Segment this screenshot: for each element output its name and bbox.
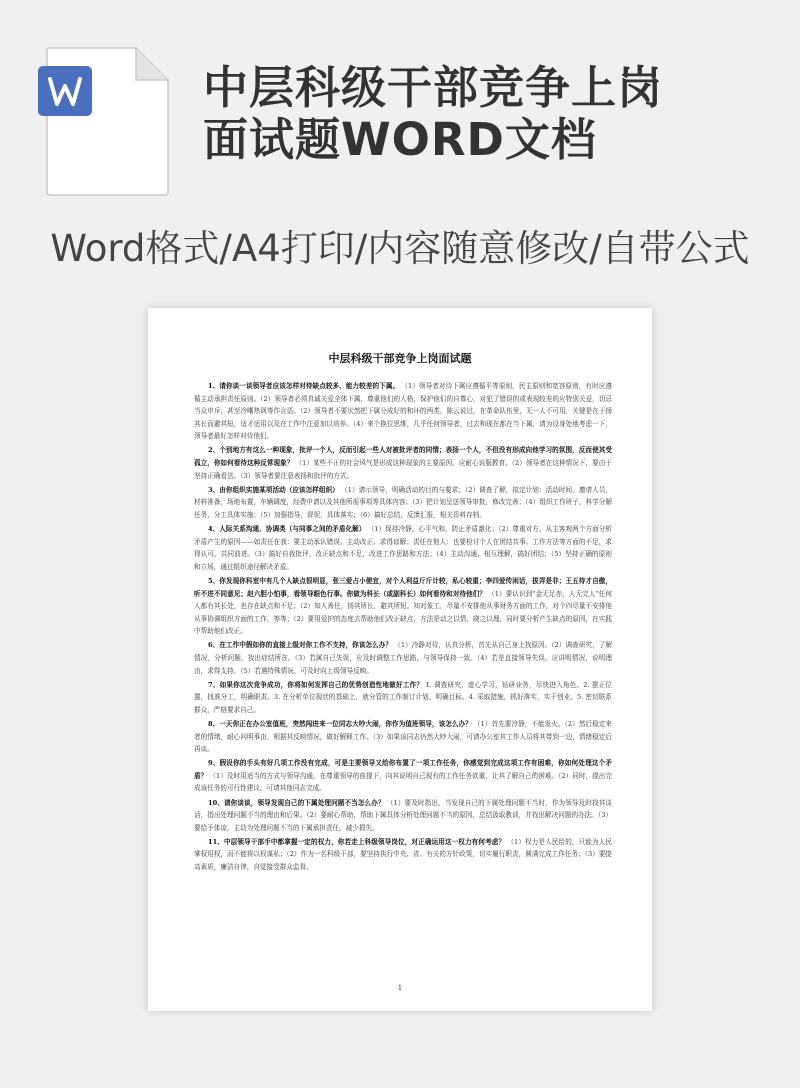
question-text: 1、请你谈一谈领导者应该怎样对待缺点较多、能力较差的下属。 <box>208 382 400 390</box>
question-text: 10、请你谈谈，领导发现自己的下属处理问题不当怎么办？ <box>208 798 385 807</box>
word-document-icon <box>38 46 170 196</box>
page-number: 1 <box>397 984 403 992</box>
answer-text: （1）权力是人民给的，只能为人民掌权用权，而不能将以权谋私；（2）作为一名科级干部，要坚持执行中央、省、有关的方针政策，切实履行职责，圆满完成工作任务；（3）要提高素质，廉洁自律，自觉接受群众监督。 <box>194 837 612 871</box>
question-paragraph <box>194 575 612 638</box>
document-body <box>194 380 612 875</box>
question-paragraph <box>194 484 612 522</box>
title-line-1: 中层科级干部竞争上岗 <box>203 61 664 114</box>
answer-text: （1）领导者对待下属应遵循平等原则，民主原则和宽容原则，有时应遵循主动承担责任原则。（2）领导者必须真诚关爱全体下属，尊重他们的人格，保护他们的自尊心，对犯了错误的或表现较差的应特别关爱，切忌当众申斥，甚至冷嘲热讽等作言语。（2）领导者不要厌然把下属分成好的和坏的两类，陈云说过，在革命队伍里，无一人不可用，关键是在于扬其长而避其短，适才适用以及在工作中注意加以培养。（4）来个换位思维，几乎任何领导者，过去和现在都在当下属，请为设身处地考虑一下，领导者最好怎样对待他们。 <box>194 382 612 441</box>
document-title: 中层科级干部竞争上岗面试题 <box>328 352 472 365</box>
question-paragraph <box>194 639 612 677</box>
page-title <box>203 62 783 166</box>
answer-text: （1）某些不正的社会风气是形成这种现象的主要原因，应耐心说服教育。（2）领导者在这种情况下，要由于坚持正确看法。（3）领导者要注意表扬和批评的方式。 <box>194 459 612 480</box>
answer-text: （1）要及时指出，当发现自己的下属处理问题不当时，作为领导及时找其谈话，指出处理问题不当的理由和后果。（2）要耐心帮助，帮助下属具体分析处理问题不当的原因，总结汲取教训，并找出解决问题的办法。（3）要给予体谅，主动为处理问题不当的下属承担责任，减少损失。 <box>194 798 612 832</box>
question-paragraph <box>194 380 612 443</box>
question-text: 5、你发现你科室中有几个人缺点很明显，张三爱占小便宜，对个人利益斤斤计较，私心较重；李四爱传闲话，拔弄是非；王五待才自傲，听不进不同意见；赵六胆小怕事，看领导眼色行事。你做为科长（或副科长）如何看待和对待他们？ <box>194 576 612 598</box>
question-text: 4、人际关系沟通、协调类（与同事之间的矛盾化解） <box>208 525 366 534</box>
title-line-2: 面试题WORD文档 <box>203 113 597 166</box>
answer-text: （1）请示领导，明确活动的目的与要求；（2）调查了解，拟定计划：活动时间，邀请人员，材料准备，场地布置，车辆调度，经费申请以及其他所需事项等具体内容；（3）把计划呈送领导审批，修改完善；（4）组织工作班子，科学分解任务、分工具体实施；（5）加强指导，督促，具体落实；（6）搞好总结，反馈汇报，相关资料存档。 <box>194 485 612 519</box>
answer-text: （1）首先要冷静，不能发火。（2）然后稳定来者的情绪，耐心问明事由，根据其反映情况，做好解释工作。（3）如果该同志仍然大吵大闹，可请办公室其工作人员将其带到一边，情绪稳定后再谈。 <box>194 719 612 754</box>
format-subtitle: Word格式/A4打印/内容随意修改/自带公式 <box>50 227 750 270</box>
answer-text: （1）要认识到“金无足赤，人无完人”任何人都有其长处，也存在缺点和不足；（2）知人善任，扬其所长，避其所短。知对象工，尽量不安排他从事财务方面的工作，对个四尽量不安排他从事协调组织方面的工作，等等；（2）要用爱护的态度去帮助他们改正缺点，方法是动之以情，晓之以理，同时要分析产生缺点的原因，在实践中帮助他们改正。 <box>194 589 612 636</box>
answer-text: 1. 调查研究，虚心学习，钻研业务，尽快进入角色。2. 摆正位置，找准分工，明确职责。3. 在分析单位现状的基础上，就分管的工作制订计划，明确目标。4. 采取措施，抓好落实，实干创业。5. 密切联系群众，严格要求自己。 <box>194 680 612 714</box>
question-paragraph <box>194 757 612 795</box>
question-text: 2、个别地方有这么一种现象，批评一个人，反而引起一些人对被批评者的同情；表扬一个人，不但没有形成向他学习的氛围，反而使其受孤立，你如何看待这种反常现象？ <box>194 446 612 468</box>
question-text: 6、在工作中假如你的直接上级对你工作不支持，你该怎么办？ <box>208 641 393 650</box>
question-paragraph <box>194 836 612 874</box>
question-paragraph <box>194 797 612 835</box>
answer-text: （1）保持冷静，心平气和，防止矛盾激化；（2）尊重对方，从主客观两个方面分析矛盾产生的原因——如责任在我：要主动承认错误、主动改正、求得谅解；责任在他人：也要检讨个人在团结共事、工作方法等方面的不足，求得认可，共同前进。（3）搞好自我批评，改正缺点和不足，改进工作思路和方法；（4）主动沟通，相互理解，搞好团结；（5）坚持正确的原则和立场，通过组织途径解决矛盾。 <box>194 525 612 571</box>
question-text: 8、一天你正在办公室值班，突然闯进来一位同志大吵大闹，你作为值班领导，该怎么办？ <box>208 719 472 728</box>
answer-text: （1）冷静对待，认真分析，首先从自己身上找原因。（2）调查研究，了解情况，分析问题，找出症结所在。（3）若属自己失误，应及时调整工作思路，与领导保持一致。（4）若是直接领导失误，应讲明情况，说明理由，求得支持。（5）若遇特殊情况，可及时向上级领导反映。 <box>194 641 612 675</box>
question-text: 9、假设你的手头有好几项工作没有完成，可是主要领导又给你布置了一项工作任务，你感觉到完成这项工作有困难，你如何处理这个矛盾？ <box>194 759 612 780</box>
question-text: 3、由你组织实施某项活动（应该怎样组织） <box>208 485 339 494</box>
question-paragraph <box>194 718 612 756</box>
question-paragraph <box>194 444 612 482</box>
answer-text: （1）及时用适当的方式与领导沟通，在尊重领导的前提下，向其说明自己现有的工作任务欲重，让其了解自己的困难。（2）同时，提出完成该任务的可行性建议，可请其他同志完成。 <box>194 771 612 793</box>
question-text: 11、中层领导干部手中都掌握一定的权力，你若走上科级领导岗位，对正确运用这一权力有何考虑？ <box>208 837 506 846</box>
header-banner <box>0 0 800 210</box>
question-paragraph <box>194 523 612 573</box>
question-paragraph <box>194 679 612 717</box>
question-text: 7、如果你这次竞争成功，你将如何发挥自己的优势创造性地做好工作？ <box>208 680 424 689</box>
document-page <box>148 308 652 1011</box>
